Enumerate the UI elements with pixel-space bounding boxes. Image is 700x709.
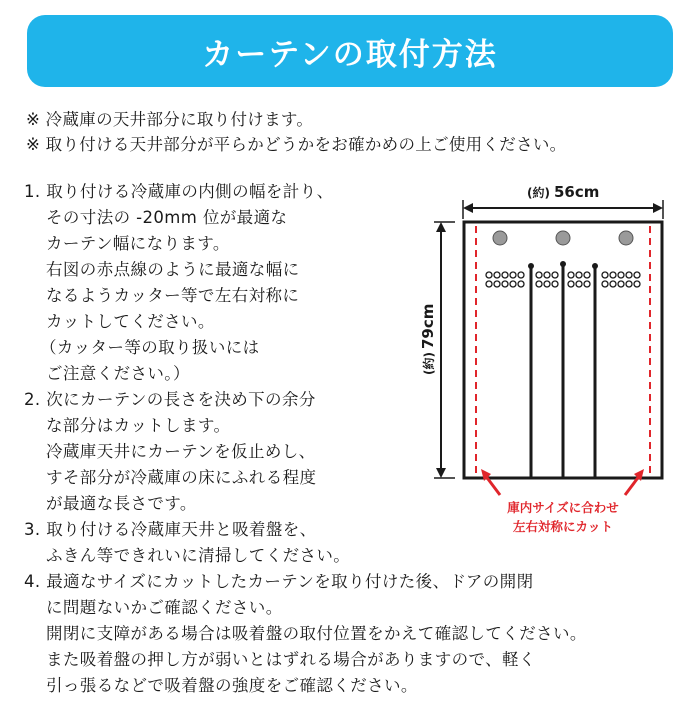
- step-4-line: 4. 最適なサイズにカットしたカーテンを取り付けた後、ドアの開閉: [24, 572, 534, 591]
- suction-cup: [493, 231, 507, 245]
- page-title: カーテンの取付方法: [202, 36, 498, 73]
- height-arrowhead-top: [436, 222, 446, 232]
- width-prefix: (約): [527, 186, 550, 200]
- note-flat-check: ※ 取り付ける天井部分が平らかどうかをお確かめの上ご使用ください。: [26, 135, 567, 154]
- step-1-line: 右図の赤点線のように最適な幅に: [46, 260, 300, 279]
- slit-end: [592, 263, 598, 269]
- callout-text-line1: 庫内サイズに合わせ: [507, 500, 619, 515]
- slit-end: [528, 263, 534, 269]
- step-1-line: カーテン幅になります。: [46, 234, 230, 253]
- suction-cup: [619, 231, 633, 245]
- step-1-line: （カッター等の取り扱いには: [40, 338, 260, 357]
- step-1-line: ご注意ください。）: [46, 364, 190, 383]
- title-banner: [27, 15, 673, 87]
- width-arrowhead-left: [463, 203, 473, 213]
- step-1-line: その寸法の -20mm 位が最適な: [46, 208, 288, 227]
- slit-end: [560, 261, 566, 267]
- step-2-line: が最適な長さです。: [46, 494, 197, 513]
- step-2-line: すそ部分が冷蔵庫の床にふれる程度: [46, 468, 317, 487]
- callout-text-line2: 左右対称にカット: [513, 519, 613, 534]
- height-arrowhead-bottom: [436, 468, 446, 478]
- curtain-diagram: [419, 175, 695, 550]
- step-1-line: カットしてください。: [46, 312, 215, 331]
- step-2-line: 冷蔵庫天井にカーテンを仮止めし、: [46, 442, 316, 461]
- step-2-line: な部分はカットします。: [46, 416, 231, 435]
- step-4-line: 引っ張るなどで吸着盤の強度をご確認ください。: [46, 676, 418, 695]
- step-2-line: 2. 次にカーテンの長さを決め下の余分: [24, 390, 316, 409]
- step-4-line: に問題ないかご確認ください。: [46, 598, 283, 617]
- height-value: 79cm: [419, 303, 437, 349]
- step-3-line: ふきん等できれいに清掃してください。: [46, 546, 351, 565]
- height-label: [419, 304, 437, 375]
- step-3-line: 3. 取り付ける冷蔵庫天井と吸着盤を、: [24, 520, 317, 539]
- note-ceiling: ※ 冷蔵庫の天井部分に取り付けます。: [26, 110, 314, 129]
- width-value: 56cm: [554, 183, 600, 201]
- step-4-line: 開閉に支障がある場合は吸着盤の取付位置をかえて確認してください。: [46, 624, 587, 643]
- suction-cup: [556, 231, 570, 245]
- width-arrowhead-right: [653, 203, 663, 213]
- step-1-line: なるようカッター等で左右対称に: [46, 286, 300, 305]
- height-prefix: (約): [422, 352, 436, 375]
- step-4-line: また吸着盤の押し方が弱いとはずれる場合がありますので、軽く: [46, 650, 536, 669]
- step-1-line: 1. 取り付ける冷蔵庫の内側の幅を計り、: [24, 182, 334, 201]
